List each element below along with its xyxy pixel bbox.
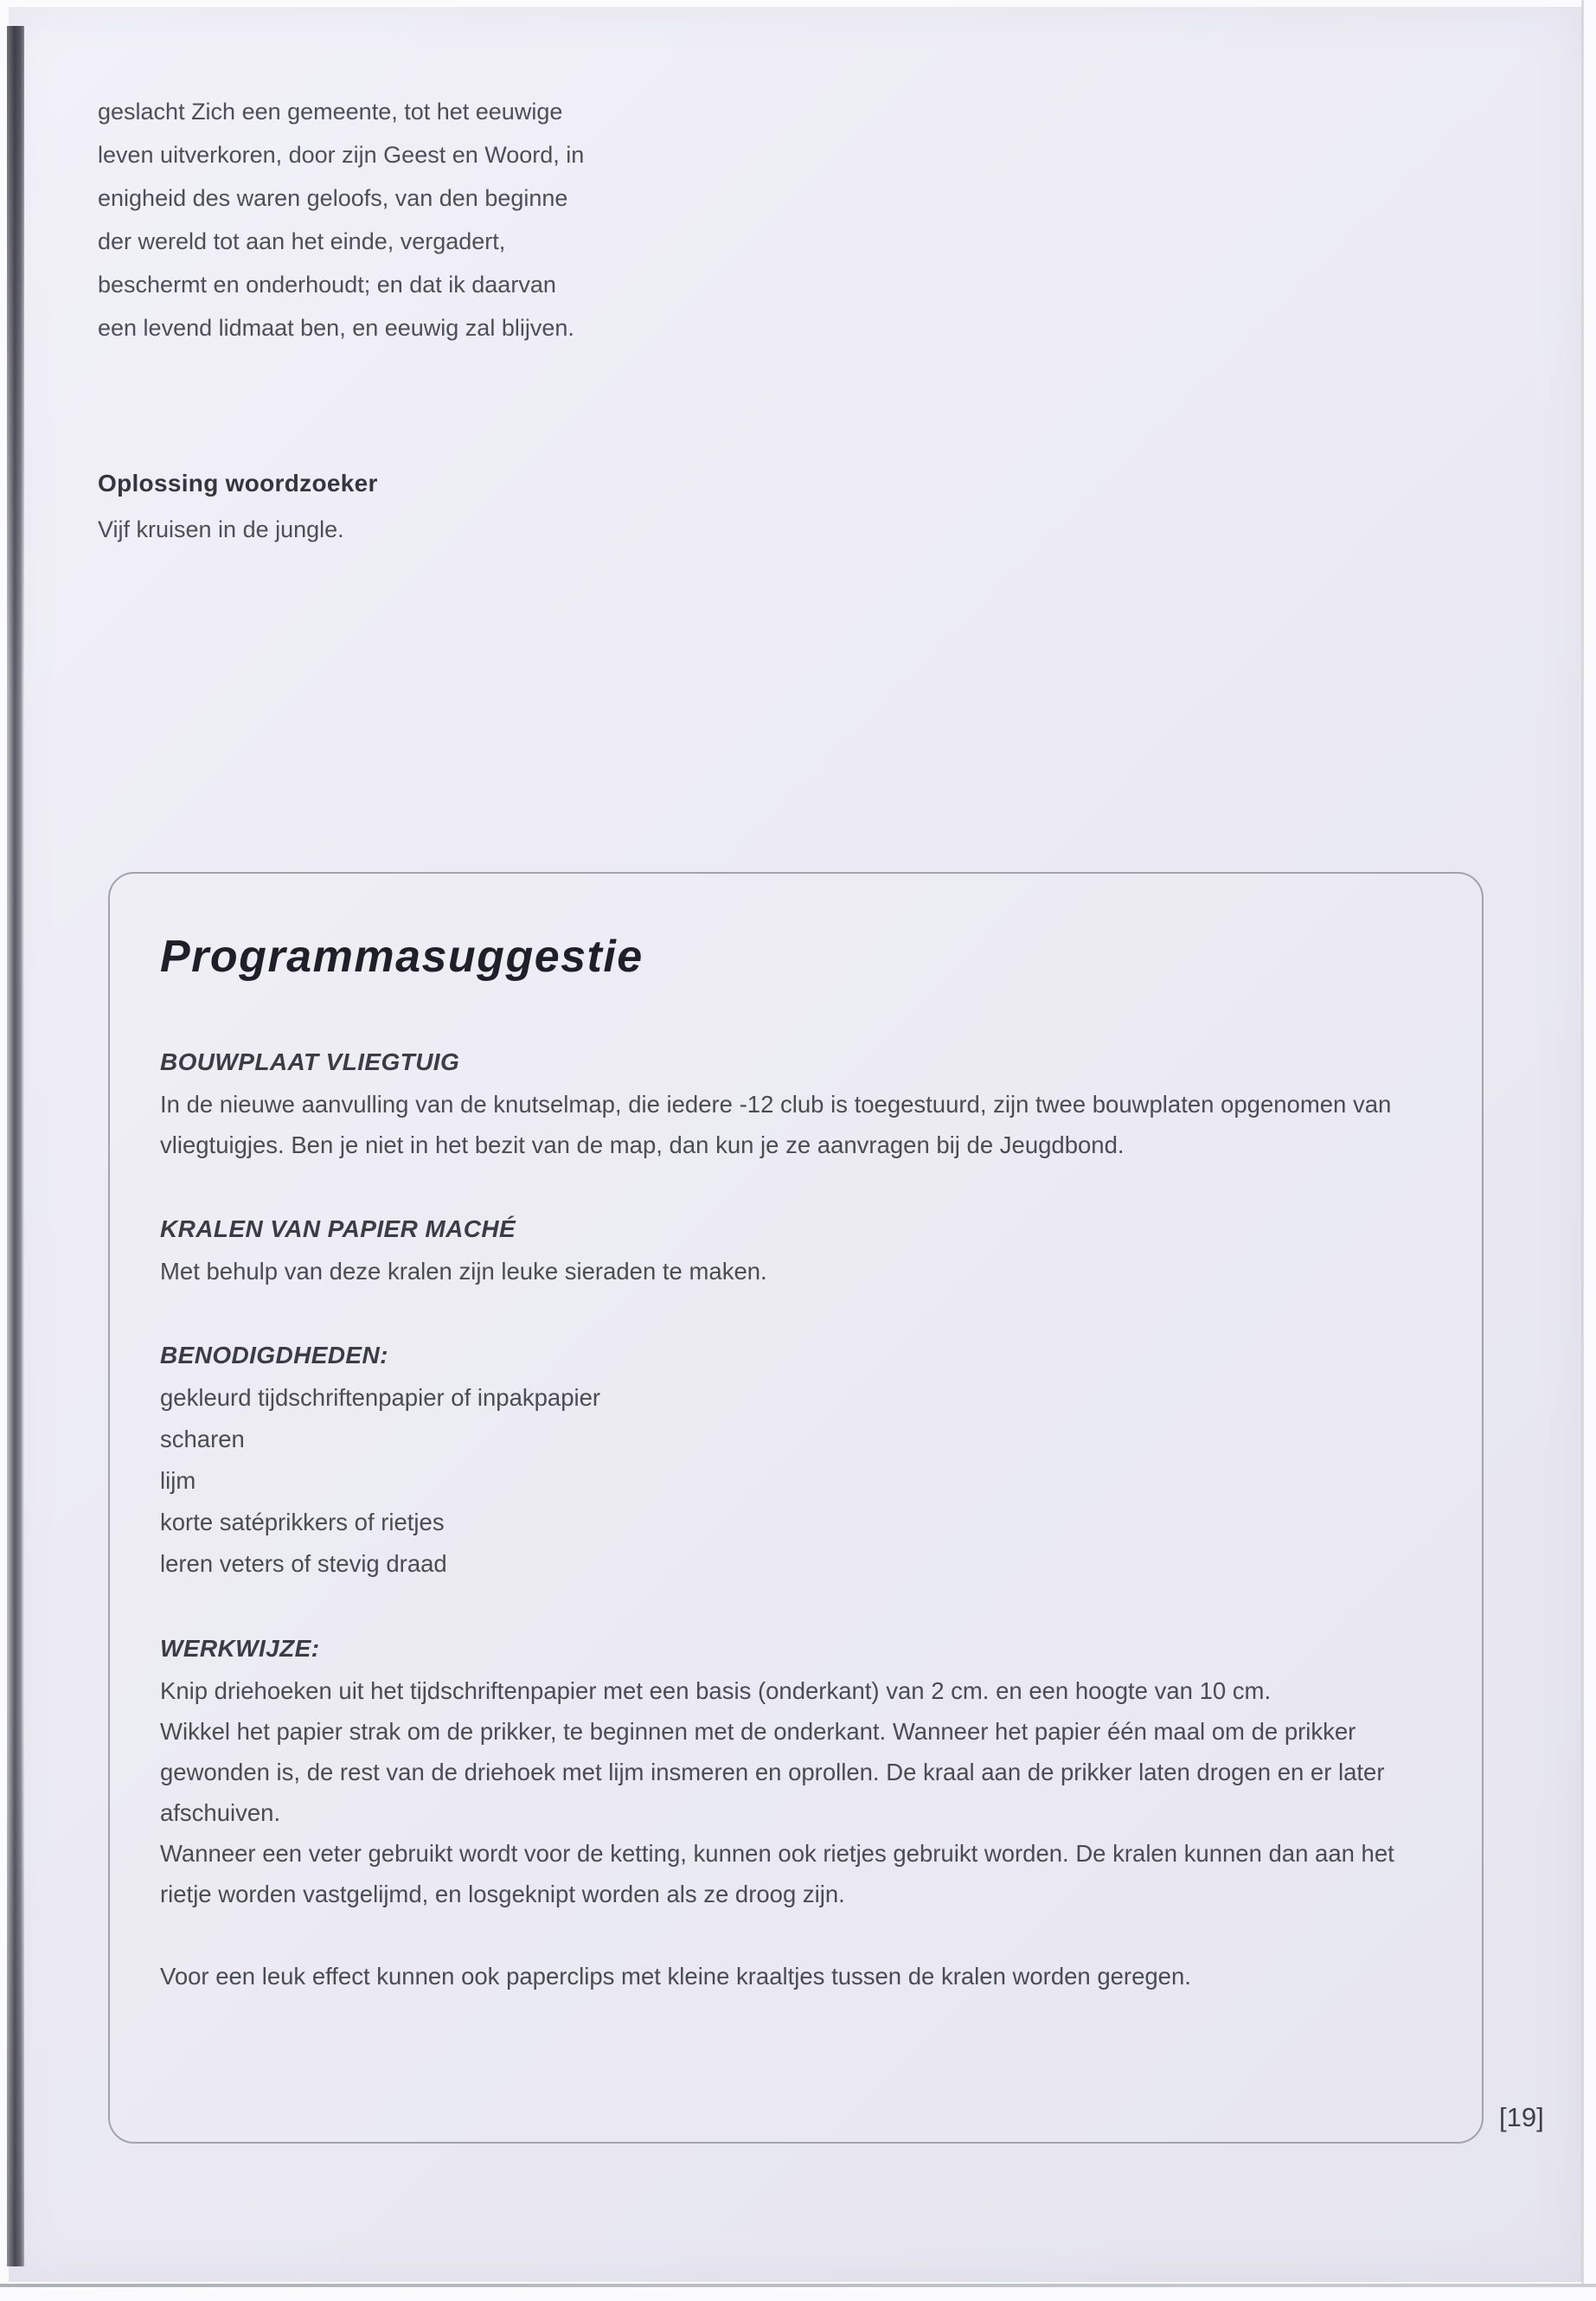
supplies-list-item: lijm (160, 1467, 196, 1494)
intro-paragraph (98, 90, 703, 349)
solution-heading: Oplossing woordzoeker (98, 470, 378, 497)
supplies-list-item: gekleurd tijdschriftenpapier of inpakpapier (160, 1384, 601, 1411)
section-kralen-papier-mache (160, 1215, 1400, 1292)
section-heading: WERKWIJZE: (160, 1635, 320, 1662)
section-heading: BOUWPLAAT VLIEGTUIG (160, 1048, 460, 1075)
section-benodigdheden (160, 1342, 1400, 1585)
supplies-list-item: korte satéprikkers of rietjes (160, 1509, 445, 1535)
supplies-list-item: leren veters of stevig draad (160, 1550, 447, 1577)
page-number: [19] (1499, 2102, 1544, 2132)
section-heading: KRALEN VAN PAPIER MACHÉ (160, 1215, 516, 1242)
intro-line: een levend lidmaat ben, en eeuwig zal blijven. (98, 315, 574, 341)
solution-text: Vijf kruisen in de jungle. (98, 516, 344, 542)
intro-line: leven uitverkoren, door zijn Geest en Woord, in (98, 142, 585, 168)
program-box-title: Programmasuggestie (160, 932, 644, 982)
section-bouwplaat-vliegtuig (160, 1048, 1400, 1165)
section-paragraph: In de nieuwe aanvulling van de knutselmap, die iedere -12 club is toegestuurd, zijn twee bouwplaten opgenomen van vliegtuigjes. Ben je niet in het bezit van de map, dan kun je ze aanvragen bij de Jeugdbond. (160, 1091, 1392, 1158)
page-right-edge (1581, 0, 1584, 2284)
program-suggestion-box (108, 872, 1484, 2144)
solution-block (98, 470, 703, 543)
section-paragraph: Knip driehoeken uit het tijdschriftenpapier met een basis (onderkant) van 2 cm. en een hoogte van 10 cm. (160, 1677, 1272, 1704)
intro-line: geslacht Zich een gemeente, tot het eeuwige (98, 99, 563, 125)
page-bottom-edge (0, 2284, 1596, 2287)
section-heading: BENODIGDHEDEN: (160, 1342, 388, 1368)
section-paragraph: Met behulp van deze kralen zijn leuke sieraden te maken. (160, 1258, 767, 1285)
section-paragraph: Wikkel het papier strak om de prikker, te beginnen met de onderkant. Wanneer het papier één maal om de prikker gewonden is, de rest van de driehoek met lijm insmeren en oprollen. De kraal aan de prikker laten drogen en er later afschuiven. (160, 1718, 1385, 1826)
intro-line: der wereld tot aan het einde, vergadert, (98, 228, 506, 254)
book-spine-shadow-fade (7, 26, 24, 2266)
supplies-list-item: scharen (160, 1426, 245, 1452)
section-werkwijze (160, 1635, 1400, 1997)
section-paragraph: Voor een leuk effect kunnen ook paperclips met kleine kraaltjes tussen de kralen worden geregen. (160, 1963, 1191, 1990)
intro-line: enigheid des waren geloofs, van den beginne (98, 185, 568, 211)
section-paragraph: Wanneer een veter gebruikt wordt voor de ketting, kunnen ook rietjes gebruikt worden. De kralen kunnen dan aan het rietje worden vastgelijmd, en losgeknipt worden als ze droog zijn. (160, 1840, 1394, 1907)
intro-line: beschermt en onderhoudt; en dat ik daarvan (98, 272, 556, 298)
